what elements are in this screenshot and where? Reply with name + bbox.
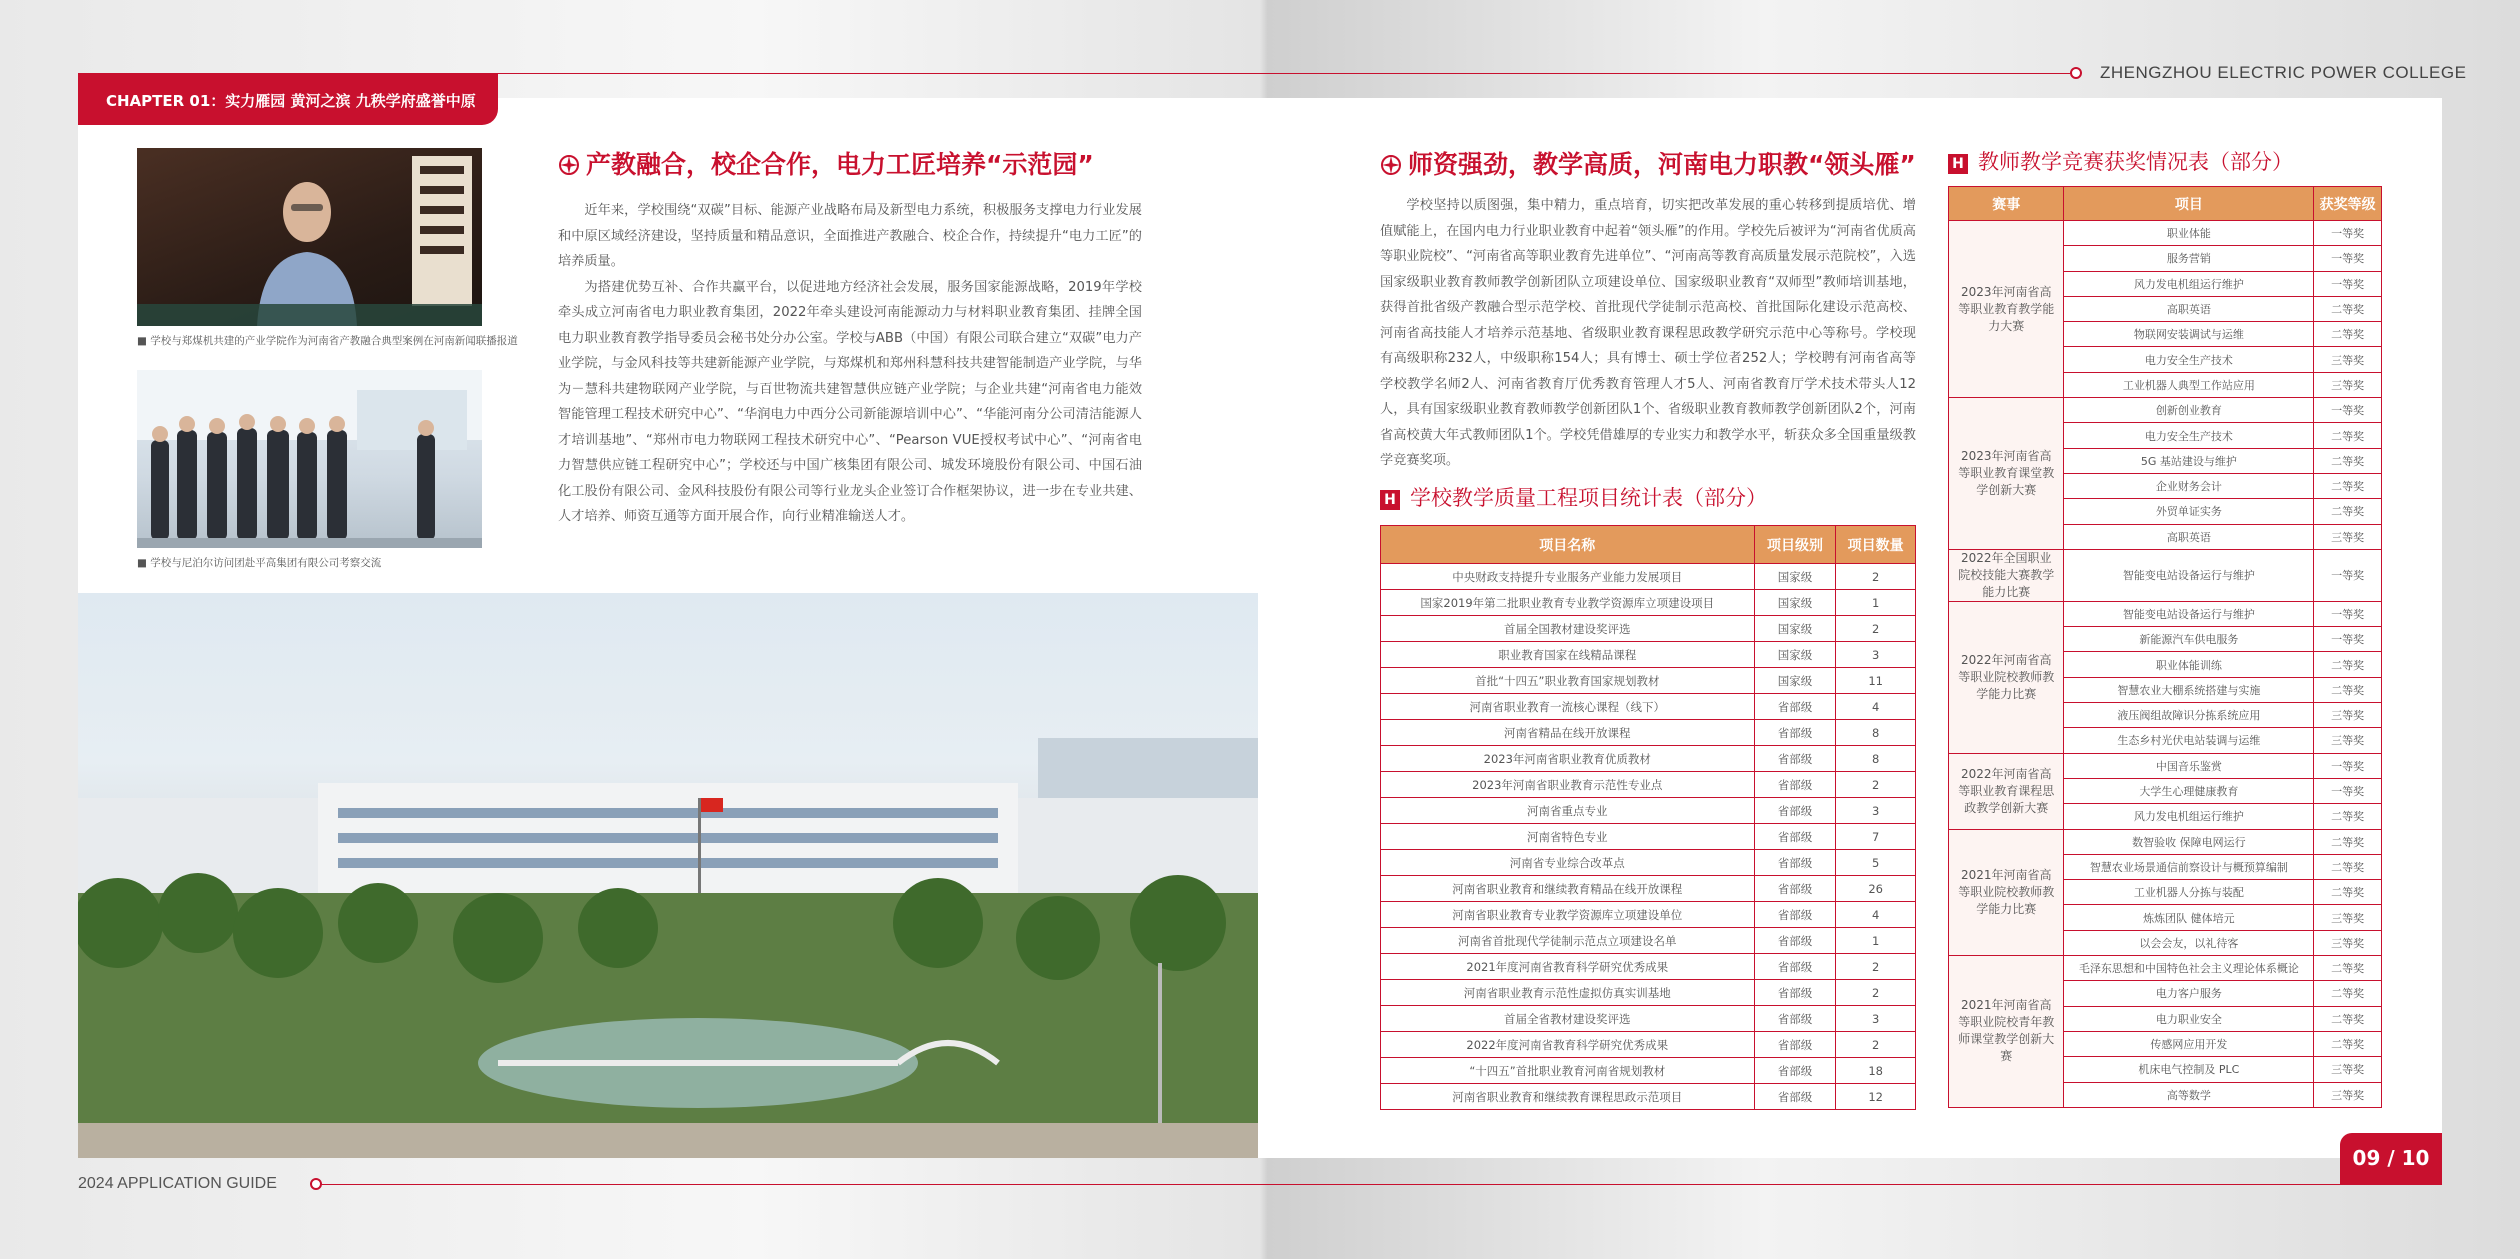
- table-row: [1381, 642, 1916, 668]
- table-cell: 二等奖: [2314, 677, 2382, 702]
- table-cell: 河南省重点专业: [1381, 798, 1755, 824]
- table-cell: 三等奖: [2314, 372, 2382, 397]
- table-row: [1949, 753, 2382, 778]
- table-cell: 炼炼团队 健体培元: [2064, 905, 2314, 930]
- table-row: [1381, 746, 1916, 772]
- table-row: [1381, 564, 1916, 590]
- tv-caption-bar: [137, 304, 482, 326]
- section1-title-text: 产教融合，校企合作，电力工匠培养“示范园”: [586, 150, 1094, 179]
- table1-header: 项目数量: [1836, 526, 1916, 564]
- table-cell: 省部级: [1754, 902, 1836, 928]
- event-cell: 2022年全国职业院校技能大赛教学能力比赛: [1949, 549, 2064, 601]
- table-cell: 2023年河南省职业教育示范性专业点: [1381, 772, 1755, 798]
- table-cell: 传感网应用开发: [2064, 1031, 2314, 1056]
- table-cell: 河南省专业综合改革点: [1381, 850, 1755, 876]
- table-cell: 二等奖: [2314, 423, 2382, 448]
- table-cell: 二等奖: [2314, 829, 2382, 854]
- table-cell: 河南省精品在线开放课程: [1381, 720, 1755, 746]
- table-cell: 一等奖: [2314, 601, 2382, 626]
- table-row: [1949, 549, 2382, 601]
- table-cell: 三等奖: [2314, 905, 2382, 930]
- table-row: [1381, 694, 1916, 720]
- event-cell: 2023年河南省高等职业教育教学能力大赛: [1949, 221, 2064, 398]
- compass-icon: [1380, 154, 1402, 176]
- table-cell: 首届全省教材建设奖评选: [1381, 1006, 1755, 1032]
- calligraphy-panel: [412, 156, 472, 306]
- table-cell: 职业教育国家在线精品课程: [1381, 642, 1755, 668]
- table-cell: 服务营销: [2064, 246, 2314, 271]
- table-row: [1381, 850, 1916, 876]
- table-cell: 5: [1836, 850, 1916, 876]
- table-cell: 二等奖: [2314, 296, 2382, 321]
- table-cell: 一等奖: [2314, 778, 2382, 803]
- table-cell: 智慧农业场景通信前察设计与概预算编制: [2064, 854, 2314, 879]
- table-cell: 电力安全生产技术: [2064, 347, 2314, 372]
- table-cell: 8: [1836, 720, 1916, 746]
- table-row: [1381, 1032, 1916, 1058]
- table-cell: 省部级: [1754, 850, 1836, 876]
- table-cell: 2: [1836, 1032, 1916, 1058]
- table-cell: 7: [1836, 824, 1916, 850]
- table-cell: 2023年河南省职业教育优质教材: [1381, 746, 1755, 772]
- table-cell: 二等奖: [2314, 981, 2382, 1006]
- table-row: [1381, 902, 1916, 928]
- table-cell: 省部级: [1754, 928, 1836, 954]
- footer-guide: 2024 APPLICATION GUIDE: [78, 1175, 277, 1192]
- table-row: [1381, 720, 1916, 746]
- table-cell: 省部级: [1754, 694, 1836, 720]
- table-cell: 二等奖: [2314, 499, 2382, 524]
- section2-paragraph: 学校坚持以质图强，集中精力，重点培育，切实把改革发展的重心转移到提质培优、增值赋能上，在国内电力行业职业教育中起着“领头雁”的作用。学校先后被评为“河南省优质高等职业院校”、“河南省高等职业教育先进单位”、“河南高等教育高质量发展示范院校”，入选国家级职业教育教师教学创新团队立项建设单位、国家级职业教育“双师型”教师培训基地，获得首批省级产教融合型示范学校、首批现代学徒制示范高校、首批国际化建设示范高校、河南省高技能人才培养示范基地、省级职业教育课程思政教学研究示范中心等称号。学校现有高级职称232人，中级职称154人；具有博士、硕士学位者252人；学校聘有河南省高等学校教学名师2人、河南省教育厅优秀教育管理人才5人、河南省教育厅学术技术带头人12人，具有国家级职业教育教师教学创新团队1个、省级职业教育教师教学创新团队2个，河南省高校黄大年式教师团队1个。学校凭借雄厚的专业实力和教学水平，斩获众多全国重量级教学竞赛奖项。: [1380, 198, 1916, 468]
- table-cell: 二等奖: [2314, 956, 2382, 981]
- table-cell: 二等奖: [2314, 854, 2382, 879]
- footer-rule: [320, 1184, 2442, 1185]
- table-row: [1381, 668, 1916, 694]
- table-cell: 二等奖: [2314, 1031, 2382, 1056]
- table-cell: 二等奖: [2314, 804, 2382, 829]
- table1-title: [1380, 482, 1767, 512]
- table-row: [1949, 221, 2382, 246]
- table-cell: 三等奖: [2314, 524, 2382, 549]
- table2-title-text: 教师教学竞赛获奖情况表（部分）: [1978, 150, 2293, 174]
- table-cell: 一等奖: [2314, 753, 2382, 778]
- college-name: ZHENGZHOU ELECTRIC POWER COLLEGE: [2100, 63, 2467, 82]
- table-cell: 11: [1836, 668, 1916, 694]
- table-cell: 以会会友，以礼待客: [2064, 930, 2314, 955]
- table-cell: 中央财政支持提升专业服务产业能力发展项目: [1381, 564, 1755, 590]
- table-row: [1381, 980, 1916, 1006]
- table-cell: 国家级: [1754, 642, 1836, 668]
- table-cell: 省部级: [1754, 772, 1836, 798]
- table-row: [1381, 590, 1916, 616]
- table1-header: 项目级别: [1754, 526, 1836, 564]
- table2-title: [1948, 146, 2293, 176]
- table-cell: 新能源汽车供电服务: [2064, 627, 2314, 652]
- table-cell: 高等数学: [2064, 1082, 2314, 1107]
- table-cell: 二等奖: [2314, 1006, 2382, 1031]
- table-cell: 二等奖: [2314, 652, 2382, 677]
- table-cell: 省部级: [1754, 1084, 1836, 1110]
- table-cell: 高职英语: [2064, 296, 2314, 321]
- section2-body: [1380, 193, 1916, 474]
- table-row: [1949, 398, 2382, 423]
- table-cell: 智能变电站设备运行与维护: [2064, 549, 2314, 601]
- table-cell: 国家级: [1754, 590, 1836, 616]
- event-cell: 2022年河南省高等职业院校教师教学能力比赛: [1949, 601, 2064, 753]
- table-row: [1381, 928, 1916, 954]
- table-row: [1381, 876, 1916, 902]
- table-cell: 国家级: [1754, 616, 1836, 642]
- table-cell: 首届全国教材建设奖评选: [1381, 616, 1755, 642]
- table-cell: 一等奖: [2314, 549, 2382, 601]
- table-cell: 首批“十四五”职业教育国家规划教材: [1381, 668, 1755, 694]
- section2-title: [1380, 145, 1916, 181]
- table-cell: 河南省职业教育专业教学资源库立项建设单位: [1381, 902, 1755, 928]
- table-cell: 三等奖: [2314, 930, 2382, 955]
- table-cell: 二等奖: [2314, 322, 2382, 347]
- table2-header: 赛事: [1949, 187, 2064, 221]
- table-cell: 智能变电站设备运行与维护: [2064, 601, 2314, 626]
- table-cell: 省部级: [1754, 876, 1836, 902]
- table-cell: 4: [1836, 902, 1916, 928]
- table-cell: 一等奖: [2314, 246, 2382, 271]
- table-cell: 2: [1836, 980, 1916, 1006]
- chapter-tab: CHAPTER 01：实力雁园 黄河之滨 九秩学府盛誉中原: [78, 73, 498, 125]
- table-row: [1381, 1006, 1916, 1032]
- table-cell: 中国音乐鉴赏: [2064, 753, 2314, 778]
- section2-title-text: 师资强劲，教学高质，河南电力职教“领头雁”: [1408, 150, 1916, 179]
- table2-header: 项目: [2064, 187, 2314, 221]
- table-cell: 电力客户服务: [2064, 981, 2314, 1006]
- table-cell: 国家级: [1754, 564, 1836, 590]
- table-cell: 1: [1836, 928, 1916, 954]
- table-cell: 职业体能: [2064, 221, 2314, 246]
- table-cell: 3: [1836, 1006, 1916, 1032]
- table-cell: 1: [1836, 590, 1916, 616]
- table-cell: 三等奖: [2314, 347, 2382, 372]
- table-cell: 液压阀组故障识分拣系统应用: [2064, 703, 2314, 728]
- quality-project-table: [1380, 525, 1916, 1110]
- table-cell: 电力职业安全: [2064, 1006, 2314, 1031]
- table-cell: 数智验收 保障电网运行: [2064, 829, 2314, 854]
- table-row: [1381, 772, 1916, 798]
- table-cell: 二等奖: [2314, 448, 2382, 473]
- table-cell: 创新创业教育: [2064, 398, 2314, 423]
- table-cell: 二等奖: [2314, 473, 2382, 498]
- table-cell: 省部级: [1754, 954, 1836, 980]
- table-cell: 8: [1836, 746, 1916, 772]
- table-cell: 2: [1836, 954, 1916, 980]
- table-cell: 生态乡村光伏电站装调与运维: [2064, 728, 2314, 753]
- table-row: [1381, 1084, 1916, 1110]
- table-cell: 省部级: [1754, 980, 1836, 1006]
- table-icon: H: [1948, 154, 1968, 174]
- table-row: [1381, 1058, 1916, 1084]
- interview-photo: [137, 148, 482, 326]
- table-cell: 一等奖: [2314, 398, 2382, 423]
- table-cell: 风力发电机组运行维护: [2064, 271, 2314, 296]
- table-row: [1949, 956, 2382, 981]
- table-cell: 外贸单证实务: [2064, 499, 2314, 524]
- table-cell: 国家2019年第二批职业教育专业教学资源库立项建设项目: [1381, 590, 1755, 616]
- page-number: 09 / 10: [2340, 1133, 2442, 1185]
- table-cell: 三等奖: [2314, 703, 2382, 728]
- table-cell: 职业体能训练: [2064, 652, 2314, 677]
- table-cell: 2: [1836, 564, 1916, 590]
- table-cell: 智慧农业大棚系统搭建与实施: [2064, 677, 2314, 702]
- table-cell: 三等奖: [2314, 728, 2382, 753]
- table-cell: 一等奖: [2314, 627, 2382, 652]
- table-cell: 河南省特色专业: [1381, 824, 1755, 850]
- table-row: [1381, 824, 1916, 850]
- table-cell: 省部级: [1754, 1006, 1836, 1032]
- table-row: [1381, 954, 1916, 980]
- campus-photo: [78, 593, 1258, 1158]
- table-cell: 企业财务会计: [2064, 473, 2314, 498]
- table-icon: H: [1380, 490, 1400, 510]
- table-cell: 2022年度河南省教育科学研究优秀成果: [1381, 1032, 1755, 1058]
- table2-header: 获奖等级: [2314, 187, 2382, 221]
- table-cell: 河南省职业教育示范性虚拟仿真实训基地: [1381, 980, 1755, 1006]
- table-cell: 5G 基站建设与维护: [2064, 448, 2314, 473]
- table-cell: 2: [1836, 772, 1916, 798]
- photo1-caption: ■ 学校与郑煤机共建的产业学院作为河南省产教融合典型案例在河南新闻联播报道: [137, 335, 518, 347]
- event-cell: 2021年河南省高等职业院校青年教师课堂教学创新大赛: [1949, 956, 2064, 1108]
- table-row: [1381, 798, 1916, 824]
- visitors-group: [137, 370, 482, 548]
- table-cell: 省部级: [1754, 720, 1836, 746]
- table-cell: 省部级: [1754, 1032, 1836, 1058]
- table-cell: 毛泽东思想和中国特色社会主义理论体系概论: [2064, 956, 2314, 981]
- table-row: [1949, 829, 2382, 854]
- section1-title: [558, 145, 1094, 181]
- table-cell: 工业机器人典型工作站应用: [2064, 372, 2314, 397]
- event-cell: 2023年河南省高等职业教育课堂教学创新大赛: [1949, 398, 2064, 550]
- section1-body: [558, 198, 1142, 530]
- table-cell: 省部级: [1754, 746, 1836, 772]
- table1-header: 项目名称: [1381, 526, 1755, 564]
- table-cell: 省部级: [1754, 824, 1836, 850]
- table-cell: 3: [1836, 642, 1916, 668]
- table-cell: 河南省职业教育和继续教育精品在线开放课程: [1381, 876, 1755, 902]
- table-cell: “十四五”首批职业教育河南省规划教材: [1381, 1058, 1755, 1084]
- table1-title-text: 学校教学质量工程项目统计表（部分）: [1410, 486, 1767, 510]
- header-rule-dot: [2070, 67, 2082, 79]
- event-cell: 2021年河南省高等职业院校教师教学能力比赛: [1949, 829, 2064, 955]
- table-cell: 26: [1836, 876, 1916, 902]
- table-cell: 高职英语: [2064, 524, 2314, 549]
- table-cell: 电力安全生产技术: [2064, 423, 2314, 448]
- event-cell: 2022年河南省高等职业教育课程思政教学创新大赛: [1949, 753, 2064, 829]
- table-cell: 三等奖: [2314, 1057, 2382, 1082]
- teaching-competition-table: [1948, 186, 2382, 1108]
- table-cell: 国家级: [1754, 668, 1836, 694]
- table-cell: 大学生心理健康教育: [2064, 778, 2314, 803]
- table-cell: 2: [1836, 616, 1916, 642]
- table-cell: 河南省首批现代学徒制示范点立项建设名单: [1381, 928, 1755, 954]
- visit-photo: [137, 370, 482, 548]
- campus-scene: [78, 593, 1258, 1158]
- table-cell: 河南省职业教育一流核心课程（线下）: [1381, 694, 1755, 720]
- table-cell: 2021年度河南省教育科学研究优秀成果: [1381, 954, 1755, 980]
- table-cell: 三等奖: [2314, 1082, 2382, 1107]
- table-cell: 物联网安装调试与运维: [2064, 322, 2314, 347]
- table-cell: 4: [1836, 694, 1916, 720]
- table-cell: 工业机器人分拣与装配: [2064, 880, 2314, 905]
- table-row: [1381, 616, 1916, 642]
- section1-paragraph: 近年来，学校围绕“双碳”目标、能源产业战略布局及新型电力系统，积极服务支撑电力行业发展和中原区域经济建设，坚持质量和精品意识，全面推进产教融合、校企合作，持续提升“电力工匠”的培养质量。: [558, 203, 1142, 269]
- speaker-figure: [247, 170, 367, 326]
- table-cell: 省部级: [1754, 798, 1836, 824]
- compass-icon: [558, 154, 580, 176]
- table-cell: 风力发电机组运行维护: [2064, 804, 2314, 829]
- table-cell: 省部级: [1754, 1058, 1836, 1084]
- table-cell: 12: [1836, 1084, 1916, 1110]
- table-cell: 机床电气控制及 PLC: [2064, 1057, 2314, 1082]
- table-cell: 一等奖: [2314, 271, 2382, 296]
- table-cell: 二等奖: [2314, 880, 2382, 905]
- table-cell: 3: [1836, 798, 1916, 824]
- table-cell: 一等奖: [2314, 221, 2382, 246]
- table-cell: 河南省职业教育和继续教育课程思政示范项目: [1381, 1084, 1755, 1110]
- section1-paragraph: 为搭建优势互补、合作共赢平台，以促进地方经济社会发展，服务国家能源战略，2019年学校牵头成立河南省电力职业教育集团，2022年牵头建设河南能源动力与材料职业教育集团、挂牌全国电力职业教育教学指导委员会秘书处分办公室。学校与ABB（中国）有限公司联合建立“双碳”电力产业学院，与金风科技等共建新能源产业学院，与郑煤机和郑州科慧科技共建智能制造产业学院，与华为－慧科共建物联网产业学院，与百世物流共建智慧供应链产业学院；与企业共建“河南省电力能效智能管理工程技术研究中心”、“华润电力中西分公司新能源培训中心”、“华能河南分公司清洁能源人才培训基地”、“郑州市电力物联网工程技术研究中心”、“Pearson VUE授权考试中心”、“河南省电力智慧供应链工程研究中心”；学校还与中国广核集团有限公司、城发环境股份有限公司、中国石油化工股份有限公司、金风科技股份有限公司等行业龙头企业签订合作框架协议，进一步在专业共建、人才培养、师资互通等方面开展合作，向行业精准输送人才。: [558, 279, 1142, 524]
- table-row: [1949, 601, 2382, 626]
- photo2-caption: ■ 学校与尼泊尔访问团赴平高集团有限公司考察交流: [137, 557, 382, 569]
- table-cell: 18: [1836, 1058, 1916, 1084]
